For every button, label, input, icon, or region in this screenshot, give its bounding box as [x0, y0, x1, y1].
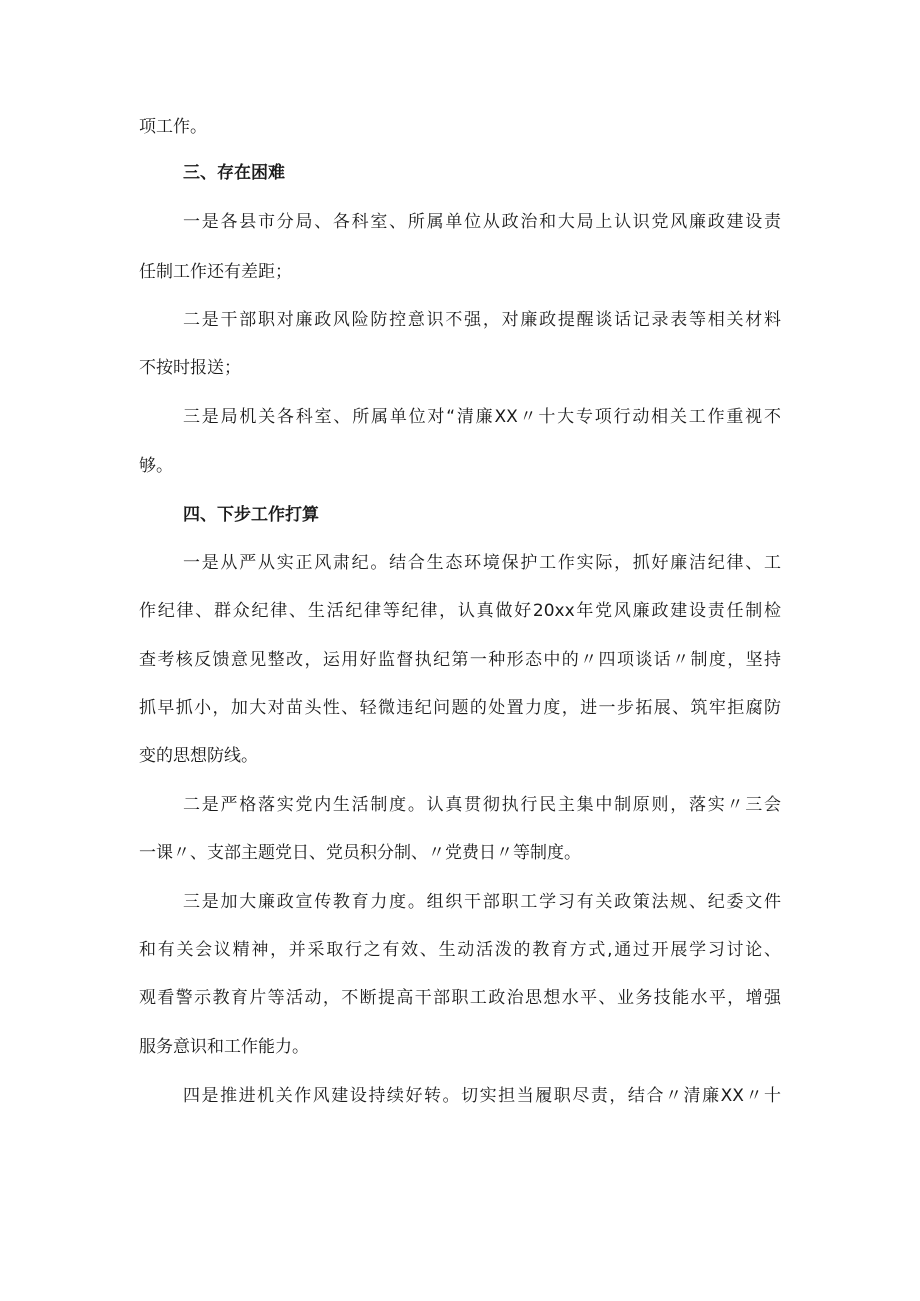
- plan-1-line-3: 查考核反馈意见整改，运用好监督执纪第一种形态中的〃四项谈话〃制度，坚持: [139, 650, 781, 670]
- difficulty-3-line-2: 够。: [139, 456, 173, 476]
- plan-1-line-2: 作纪律、群众纪律、生活纪律等纪律，认真做好20xx年党风廉政建设责任制检: [139, 601, 781, 621]
- paragraph-continuation: 项工作。: [139, 117, 207, 137]
- plan-3-line-4: 服务意识和工作能力。: [139, 1037, 309, 1057]
- plan-2-line-2: 一课〃、支部主题党日、党员积分制、〃党费日〃等制度。: [139, 843, 581, 863]
- difficulty-1-line-2: 任制工作还有差距；: [139, 262, 292, 282]
- section-heading-difficulties: 三、存在困难: [183, 163, 285, 183]
- difficulty-2-line-1: 二是干部职对廉政风险防控意识不强，对廉政提醒谈话记录表等相关材料: [183, 310, 781, 330]
- plan-3-line-3: 观看警示教育片等活动，不断提高干部职工政治思想水平、业务技能水平，增强: [139, 988, 781, 1008]
- plan-3-line-2: 和有关会议精神，并采取行之有效、生动活泼的教育方式,通过开展学习讨论、: [139, 940, 781, 960]
- plan-4-line-1: 四是推进机关作风建设持续好转。切实担当履职尽责，结合〃清廉XX〃十: [183, 1086, 781, 1106]
- difficulty-1-line-1: 一是各县市分局、各科室、所属单位从政治和大局上认识党风廉政建设责: [183, 212, 781, 232]
- plan-1-line-5: 变的思想防线。: [139, 746, 258, 766]
- plan-1-line-4: 抓早抓小，加大对苗头性、轻微违纪问题的处置力度，进一步拓展、筑牢拒腐防: [139, 698, 781, 718]
- difficulty-2-line-2: 不按时报送；: [139, 358, 241, 378]
- plan-2-line-1: 二是严格落实党内生活制度。认真贯彻执行民主集中制原则，落实〃三会: [183, 795, 781, 815]
- difficulty-3-line-1: 三是局机关各科室、所属单位对“清廉XX〃十大专项行动相关工作重视不: [183, 407, 781, 427]
- section-heading-next-steps: 四、下步工作打算: [183, 505, 319, 525]
- plan-3-line-1: 三是加大廉政宣传教育力度。组织干部职工学习有关政策法规、纪委文件: [183, 892, 781, 912]
- plan-1-line-1: 一是从严从实正风肃纪。结合生态环境保护工作实际，抓好廉洁纪律、工: [183, 553, 781, 573]
